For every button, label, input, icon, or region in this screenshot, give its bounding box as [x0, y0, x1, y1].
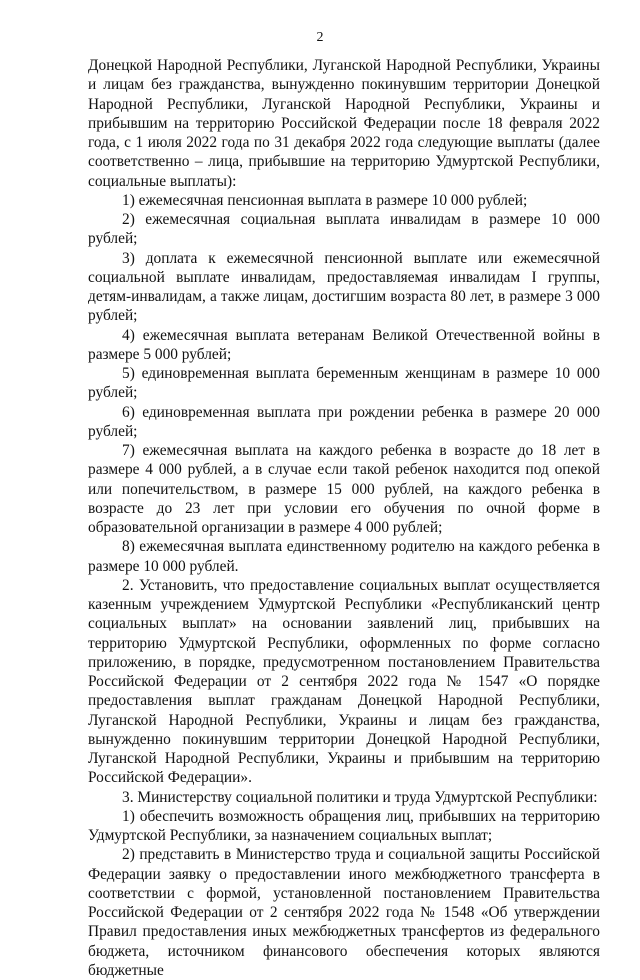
- page-number: 2: [316, 30, 324, 45]
- clause-3: 3. Министерству социальной политики и труда Удмуртской Республики:: [122, 788, 598, 806]
- document-body: [88, 56, 600, 980]
- list-item-6-birth: 6) единовременная выплата при рождении ребенка в размере 20 000 рублей;: [88, 403, 600, 440]
- clause-3-item-1: 1) обеспечить возможность обращения лиц, прибывших на территорию Удмуртской Республики, за назначением социальных выплат;: [88, 807, 600, 844]
- clause-2: 2. Установить, что предоставление социальных выплат осуществляется казенным учреждением Удмуртской Республики «Республиканский центр социальных выплат» на основании заявлений лиц, прибывших на территорию Удмуртской Республики, оформленных по форме согласно приложению, в порядке, предусмотренном постановлением Правительства Российской Федерации от 2 сентября 2022 года № 1547 «О порядке предоставления выплат гражданам Донецкой Народной Республики, Луганской Народной Республики, Украины и лицам без гражданства, вынужденно покинувшим территории Донецкой Народной Республики, Луганской Народной Республики, Украины и прибывшим на территорию Российской Федерации».: [88, 576, 600, 787]
- list-item-2-disability: 2) ежемесячная социальная выплата инвалидам в размере 10 000 рублей;: [88, 211, 600, 248]
- clause-3-item-2: 2) представить в Министерство труда и социальной защиты Российской Федерации заявку о предоставлении иного межбюджетного трансферта в соответствии с формой, установленной постановлением Правительства Российской Федерации от 2 сентября 2022 года № 1548 «Об утверждении Правил предоставления иных межбюджетных трансфертов из федерального бюджета, источником финансового обеспечения которых являются бюджетные: [88, 846, 600, 979]
- list-item-4-veterans: 4) ежемесячная выплата ветеранам Великой Отечественной войны в размере 5 000 рублей;: [88, 326, 600, 363]
- paragraph-continuation: Донецкой Народной Республики, Луганской Народной Республики, Украины и лицам без гражданства, вынужденно покинувшим территории Донецкой Народной Республики, Луганской Народной Республики, Украины и прибывшим на территорию Российской Федерации после 18 февраля 2022 года, с 1 июля 2022 года по 31 декабря 2022 года следующие выплаты (далее соответственно – лица, прибывшие на территорию Удмуртской Республики, социальные выплаты):: [88, 57, 600, 190]
- list-item-3-supplement: 3) доплата к ежемесячной пенсионной выплате или ежемесячной социальной выплате инвалидам, предоставляемая инвалидам I группы, детям-инвалидам, а также лицам, достигшим возраста 80 лет, в размере 3 000 рублей;: [88, 249, 600, 325]
- list-item-8-single-parent: 8) ежемесячная выплата единственному родителю на каждого ребенка в размере 10 000 рублей.: [88, 538, 600, 575]
- list-item-5-pregnant: 5) единовременная выплата беременным женщинам в размере 10 000 рублей;: [88, 365, 600, 402]
- list-item-7-child: 7) ежемесячная выплата на каждого ребенка в возрасте до 18 лет в размере 4 000 рублей, а в случае если такой ребенок находится под опекой или попечительством, в размере 15 000 рублей, на каждого ребенка в возрасте до 23 лет при условии его обучения по очной форме в образовательной организации в размере 4 000 рублей;: [88, 442, 600, 536]
- list-item-1-pension: 1) ежемесячная пенсионная выплата в размере 10 000 рублей;: [122, 191, 528, 209]
